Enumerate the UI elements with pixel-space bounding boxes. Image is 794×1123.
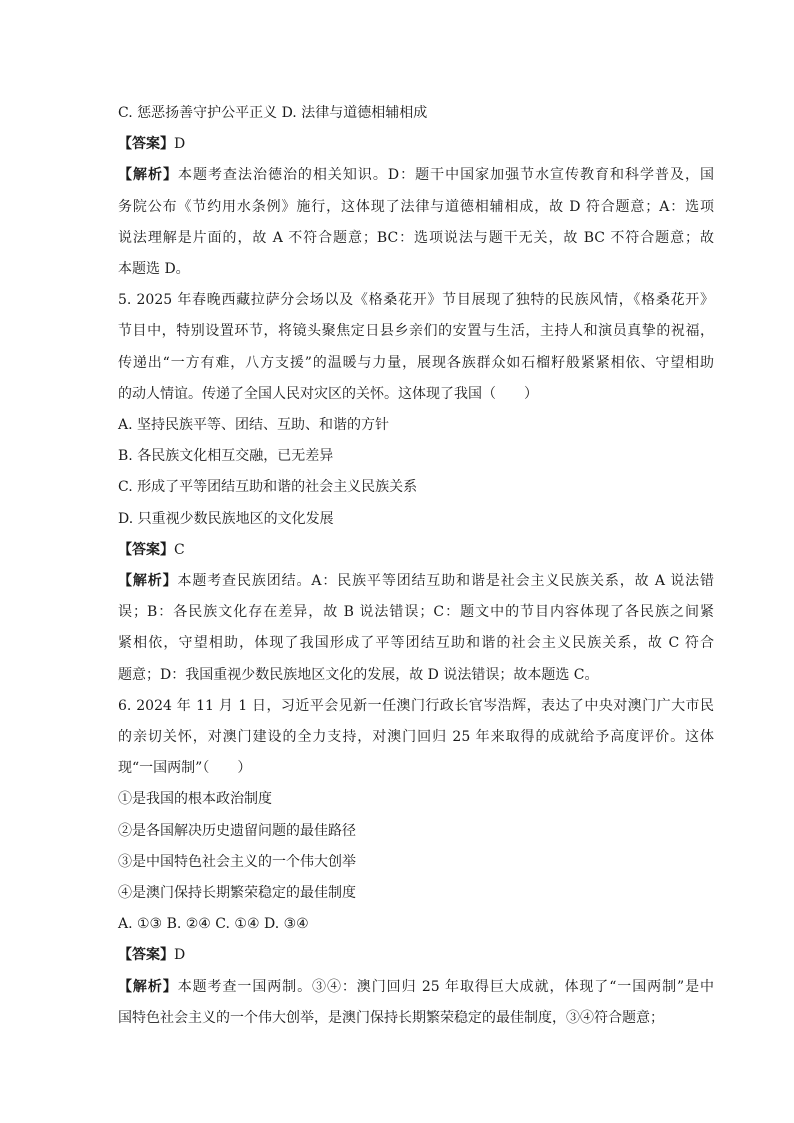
question-6-statement-4: ④是澳门保持长期繁荣稳定的最佳制度 bbox=[118, 885, 356, 902]
question-6-options: A. ①③ B. ②④ C. ①④ D. ③④ bbox=[118, 916, 309, 933]
analysis-line-q4-1 bbox=[118, 160, 714, 191]
answer-line-q6 bbox=[118, 940, 714, 971]
answer-value: D bbox=[174, 947, 186, 964]
answer-label: 【答案】 bbox=[118, 136, 174, 153]
answer-label: 【答案】 bbox=[118, 541, 174, 558]
question-5-option-b: B. 各民族文化相互交融，已无差异 bbox=[118, 448, 334, 465]
analysis-line-q6-2: 国特色社会主义的一个伟大创举，是澳门保持长期繁荣稳定的最佳制度，③④符合题意； bbox=[118, 1009, 664, 1026]
question-5-line-2: 节目中，特别设置环节，将镜头聚焦定日县乡亲们的安置与生活，主持人和演员真挚的祝福， bbox=[118, 323, 714, 340]
analysis-text: 本题考查法治德治的相关知识。D：题干中国家加强节水宣传教育和科学普及，国 bbox=[177, 167, 714, 184]
analysis-label: 【解析】 bbox=[118, 167, 178, 184]
analysis-line-q5-2: 误；B：各民族文化存在差异，故 B 说法错误；C：题文中的节目内容体现了各民族之间紧 bbox=[118, 604, 714, 621]
question-5-option-c: C. 形成了平等团结互助和谐的社会主义民族关系 bbox=[118, 479, 418, 496]
analysis-text: 本题考查民族团结。A：民族平等团结互助和谐是社会主义民族关系，故 A 说法错 bbox=[177, 573, 715, 590]
answer-label: 【答案】 bbox=[118, 947, 174, 964]
answer-value: C bbox=[174, 541, 185, 558]
analysis-line-q4-4: 本题选 D。 bbox=[118, 261, 190, 278]
answer-line-q4 bbox=[118, 129, 714, 160]
question-6-statement-1: ①是我国的根本政治制度 bbox=[118, 791, 272, 808]
analysis-line-q5-3: 紧相依，守望相助，体现了我国形成了平等团结互助和谐的社会主义民族关系，故 C 符合 bbox=[118, 635, 714, 652]
question-5-option-d: D. 只重视少数民族地区的文化发展 bbox=[118, 510, 334, 527]
question-6-line-2: 的亲切关怀，对澳门建设的全力支持，对澳门回归 25 年来取得的成就给予高度评价。这体 bbox=[118, 729, 714, 746]
option-c-d-line: C. 惩恶扬善守护公平正义 D. 法律与道德相辅相成 bbox=[118, 105, 428, 121]
question-6-statement-2: ②是各国解决历史遗留问题的最佳路径 bbox=[118, 822, 356, 839]
question-6-statement-3: ③是中国特色社会主义的一个伟大创举 bbox=[118, 853, 356, 870]
analysis-label: 【解析】 bbox=[118, 573, 178, 590]
analysis-line-q4-2: 务院公布《节约用水条例》施行，这体现了法律与道德相辅相成，故 D 符合题意；A：选项 bbox=[118, 198, 714, 215]
analysis-line-q5-1 bbox=[118, 566, 714, 597]
analysis-text: 本题考查一国两制。③④：澳门回归 25 年取得巨大成就，体现了“一国两制”是中 bbox=[177, 978, 715, 995]
answer-line-q5 bbox=[118, 535, 714, 566]
answer-value: D bbox=[174, 136, 186, 153]
question-6-line-3: 现“一国两制”（ ） bbox=[118, 760, 252, 777]
question-5-option-a: A. 坚持民族平等、团结、互助、和谐的方针 bbox=[118, 417, 390, 434]
analysis-line-q4-3: 说法理解是片面的，故 A 不符合题意；BC：选项说法与题干无关，故 BC 不符合题意；故 bbox=[118, 229, 714, 246]
question-5-line-1: 5. 2025 年春晚西藏拉萨分会场以及《格桑花开》节目展现了独特的民族风情，《格桑花开》 bbox=[118, 292, 714, 309]
analysis-label: 【解析】 bbox=[118, 978, 178, 995]
question-5-line-4: 的动人情谊。传递了全国人民对灾区的关怀。这体现了我国（ ） bbox=[118, 385, 538, 402]
question-5-line-3: 传递出“一方有难，八方支援”的温暖与力量，展现各族群众如石榴籽般紧紧相依、守望相助 bbox=[118, 354, 714, 371]
question-6-line-1: 6. 2024 年 11 月 1 日，习近平会见新一任澳门行政长官岑浩辉，表达了中央对澳门广大市民 bbox=[118, 697, 714, 714]
analysis-line-q5-4: 题意；D：我国重视少数民族地区文化的发展，故 D 说法错误；故本题选 C。 bbox=[118, 666, 599, 683]
analysis-line-q6-1 bbox=[118, 972, 714, 1003]
